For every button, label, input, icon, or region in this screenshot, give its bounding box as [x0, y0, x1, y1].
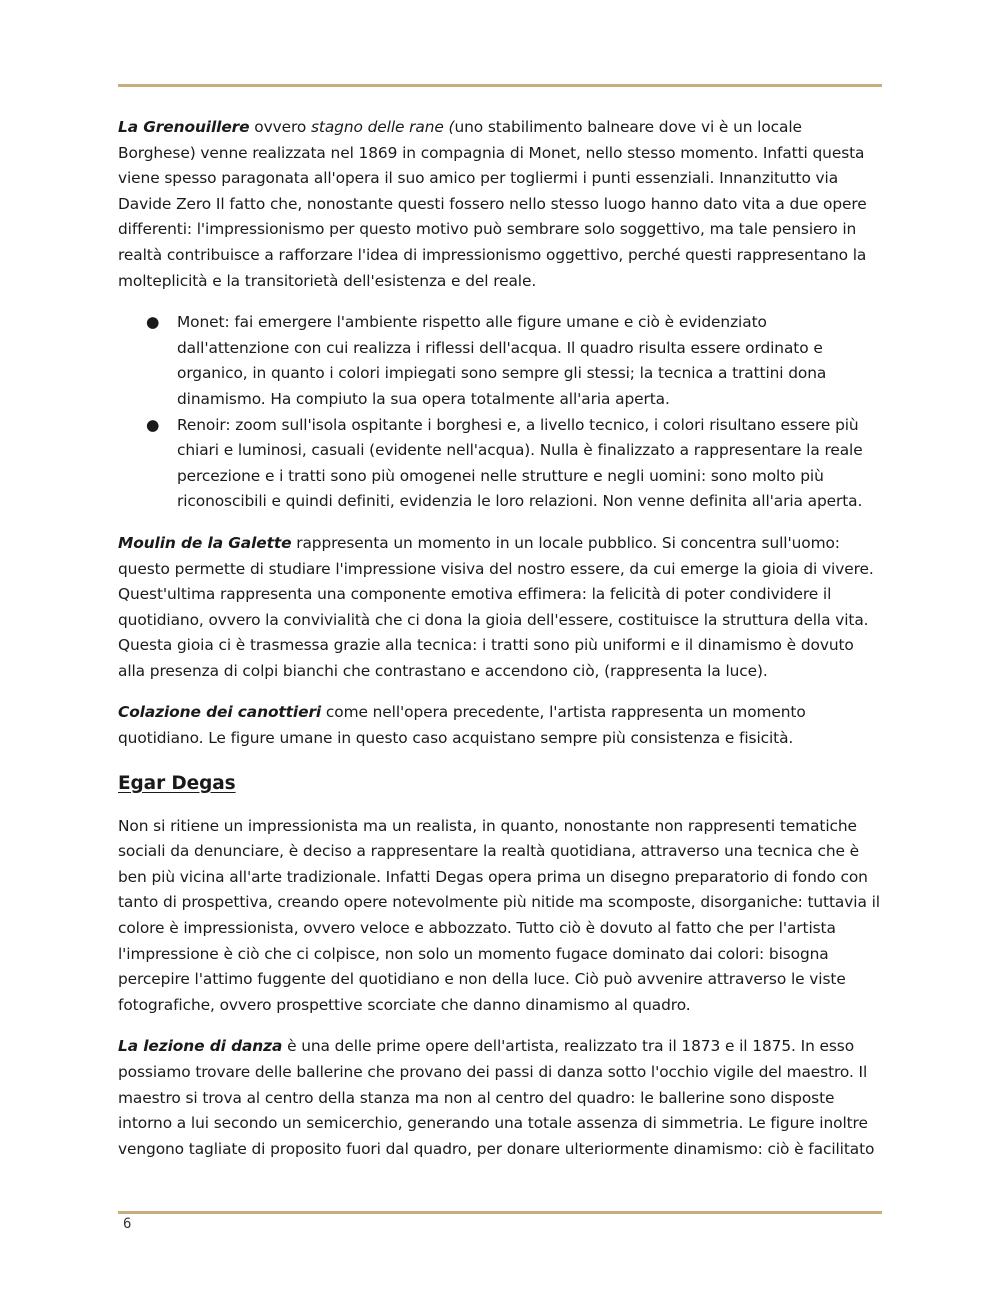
header-rule	[118, 84, 882, 87]
paragraph-text: ovvero	[249, 118, 311, 136]
artwork-title: Colazione dei canottieri	[118, 703, 322, 722]
paragraph-degas	[118, 814, 882, 1019]
paragraph-text: uno stabilimento balneare dove vi è un locale Borghese) venne realizzata nel 1869 in compagnia di Monet, nello stesso momento. Infatti questa viene spesso paragonata all'opera il suo amico per togliermi i punti essenziali. Innanzitutto via Davide Zero Il fatto che, nonostante questi fossero nello stesso luogo hanno dato vita a due opere differenti: l'impressionismo per questo motivo può sembrare solo soggettivo, ma tale pensiero in realtà contribuisce a rafforzare l'idea di impressionismo oggettivo, perché questi rappresentano la molteplicità e la transitorietà dell'esistenza e del reale.	[118, 118, 867, 290]
paragraph-text: Non si ritiene un impressionista ma un realista, in quanto, nonostante non rappresenti tematiche sociali da denunciare, è deciso a rappresentare la realtà quotidiana, attraverso una tecnica che è ben più vicina all'arte tradizionale. Infatti Degas opera prima un disegno preparatorio di fondo con tanto di prospettiva, creando opere notevolmente più nitide ma scomposte, disorganiche: tuttavia il colore è impressionista, ovvero veloce e abbozzato. Tutto ciò è dovuto al fatto che per l'artista l'impressione è ciò che ci colpisce, non solo un momento fugace dominato dai colori: bisogna percepire l'attimo fuggente del quotidiano e non della luce. Ciò può avvenire attraverso le viste fotografiche, ovvero prospettive scorciate che danno dinamismo al quadro.	[118, 816, 880, 1014]
list-item	[118, 413, 882, 515]
paragraph-moulin	[118, 531, 882, 685]
section-heading: Egar Degas	[118, 772, 236, 794]
paragraph-text: come nell'opera precedente, l'artista rappresenta un momento quotidiano. Le figure umane in questo caso acquistano sempre più consistenza e fisicità.	[118, 703, 806, 748]
paragraph-colazione	[118, 700, 882, 751]
document-body	[118, 115, 882, 1178]
paragraph-grenouillere	[118, 115, 882, 294]
artwork-subtitle: stagno delle rane (	[311, 118, 455, 136]
paragraph-text: è una delle prime opere dell'artista, realizzato tra il 1873 e il 1875. In esso possiamo trovare delle ballerine che provano dei passi di danza sotto l'occhio vigile del maestro. Il maestro si trova al centro della stanza ma non al centro del quadro: le ballerine sono disposte intorno a lui secondo un semicerchio, generando una totale assenza di simmetria. Le figure inoltre vengono tagliate di proposito fuori dal quadro, per donare ulteriormente dinamismo: ciò è facilitato	[118, 1037, 875, 1158]
artwork-title: Moulin de la Galette	[118, 533, 292, 552]
paragraph-text: rappresenta un momento in un locale pubblico. Si concentra sull'uomo: questo permette di studiare l'impressione visiva del nostro essere, da cui emerge la gioia di vivere. Quest'ultima rappresenta una componente emotiva effimera: la felicità di poter condividere il quotidiano, ovvero la convivialità che ci dona la gioia dell'essere, costituisce la struttura della vita. Questa gioia ci è trasmessa grazie alla tecnica: i tratti sono più uniformi e il dinamismo è dovuto alla presenza di colpi bianchi che contrastano e accendono ciò, (rappresenta la luce).	[118, 533, 874, 680]
list-item-text: Monet: fai emergere l'ambiente rispetto alle figure umane e ciò è evidenziato dall'attenzione con cui realizza i riflessi dell'acqua. Il quadro risulta essere ordinato e organico, in quanto i colori impiegati sono sempre gli stessi; la tecnica a trattini dona dinamismo. Ha compiuto la sua opera totalmente all'aria aperta.	[177, 313, 827, 408]
page-number: 6	[123, 1216, 132, 1232]
bullet-icon: ●	[146, 313, 160, 332]
list-item	[118, 310, 882, 412]
artwork-title: La Grenouillere	[118, 118, 250, 136]
paragraph-lezione	[118, 1034, 882, 1162]
comparison-list	[118, 310, 882, 515]
artwork-title: La lezione di danza	[118, 1037, 283, 1056]
bullet-icon: ●	[146, 415, 160, 434]
footer-rule	[118, 1211, 882, 1214]
list-item-text: Renoir: zoom sull'isola ospitante i borghesi e, a livello tecnico, i colori risultano essere più chiari e luminosi, casuali (evidente nell'acqua). Nulla è finalizzato a rappresentare la reale percezione e i tratti sono più omogenei nelle strutture e negli uomini: sono molto più riconoscibili e quindi definiti, evidenzia le loro relazioni. Non venne definita all'aria aperta.	[177, 415, 863, 511]
